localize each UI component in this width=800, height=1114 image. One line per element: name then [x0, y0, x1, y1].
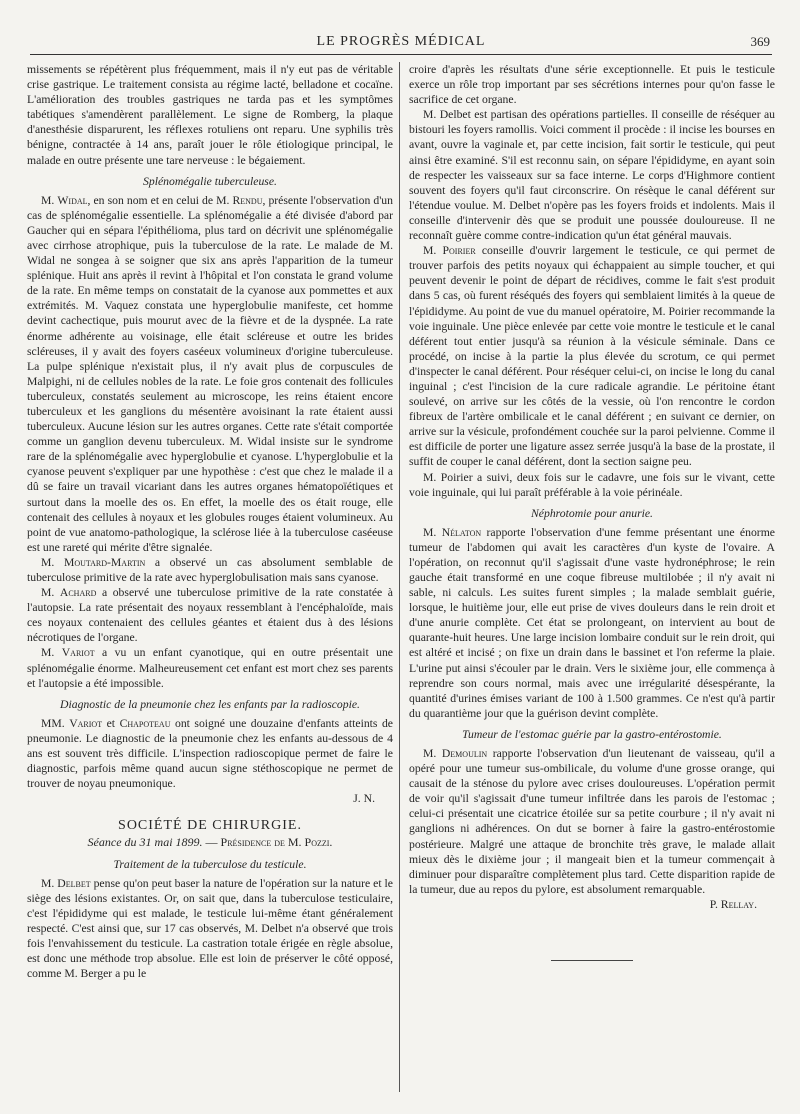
subheading: Splénomégalie tuberculeuse.: [143, 174, 277, 188]
subheading: Diagnostic de la pneumonie chez les enfants par la radioscopie.: [60, 697, 360, 711]
section-title: SOCIÉTÉ DE CHIRURGIE.: [118, 818, 302, 834]
session-line: Séance du 31 mai 1899. — Présidence de M. Pozzi.: [87, 835, 333, 850]
author-name: Variot: [61, 646, 95, 660]
paragraph: M. Poirier conseille d'ouvrir largement le testicule, ce qui permet de trouver parfois des petits noyaux qui échappaient au simple toucher, et qui peuvent devenir le point de départ de récidives, comme le fait s'est produit dans 5 cas, où furent réséqués des foyers qui semblaient limités à la queue de l'épididyme. Au point de vue du manuel opératoire, M. Poirier recommande la voie inguinale. Une pièce enlevée par cette voie montre le testicule et le canal déférent tout entier jusqu'à sa réunion à la vésicule séminale. Dans ce procédé, on incise à la partie la plus élevée du scrotum, ce qui permet d'inspecter le canal déférent. Pour réséquer celui-ci, on incise le long du canal inguinal ; c'est l'incision de la cure radicale agrandie. Le péritoine étant soulevé, on arrive sur les côtés de la vessie, où l'on rencontre le cordon fibreux de l'artère ombilicale et le canal déférent ; en suivant ce dernier, on arrive sur la vésicule, profondément couchée sur la paroi pelvienne. Comme il est difficile de porter une ligature assez serrée jusqu'à la base de la prostate, il suffit de couper le canal déférent, dont la section saigne peu.: [409, 244, 775, 469]
author-name: Moutard-Martin: [63, 555, 146, 569]
author-name: Rendu: [232, 193, 263, 207]
paragraph: M. Moutard-Martin a observé un cas absolument semblable de tuberculose primitive de la rate avec hyperglobulisation mais sans cyanose.: [27, 555, 393, 584]
left-column: [27, 62, 393, 1102]
author-name: Widal: [57, 193, 88, 207]
subheading: Néphrotomie pour anurie.: [531, 506, 653, 520]
end-rule: [551, 960, 633, 961]
right-column: [409, 62, 775, 1102]
author-name: Delbet: [57, 876, 91, 890]
author-name: Variot: [69, 716, 103, 730]
header-rule: [30, 54, 772, 55]
paragraph: M. Delbet pense qu'on peut baser la nature de l'opération sur la nature et le siège des lésions existantes. Or, on sait que, dans la tuberculose testiculaire, c'est l'épididyme qui est malade, le testicule lui-même étant généralement respecté. C'est ainsi que, sur 17 cas observés, M. Delbet n'a observé que trois fois l'envahissement du testicule. La castration totale érigée en règle absolue, est donc une méthode trop absolue. Elle est loin de préserver le côté opposé, comme M. Berger a pu le: [27, 876, 393, 981]
paragraph: M. Achard a observé une tuberculose primitive de la rate constatée à l'autopsie. La rate présentait des noyaux ressemblant à l'encéphaloïde, mais ces noyaux contenaient des cellules géantes et étaient dus à des lésions nécrotiques de l'organe.: [27, 586, 393, 645]
subheading: Traitement de la tuberculose du testicule.: [113, 857, 307, 871]
author-name: Chapoteau: [119, 716, 171, 730]
author-name: Nélaton: [441, 525, 482, 539]
paragraph: M. Demoulin rapporte l'observation d'un lieutenant de vaisseau, qu'il a opéré pour une tumeur sus-ombilicale, du volume d'une grosse orange, qui causait de la sténose du pylore avec crises douloureuses. L'opération permit de voir qu'il s'agissait d'une tumeur infiltrée dans les parois de l'estomac ; celui-ci présentait une cicatrice étoilée sur sa petite courbure ; il n'y avait ni ganglions ni adhérences. On dut se borner à faire la gastro-entérostomie postérieure. Malgré une attaque de bronchite très grave, le malade allait mieux dès le dixième jour ; il mangeait bien et la tumeur commençait à diminuer pour disparaître complètement plus tard. Cette disparition rapide de la tumeur, due au repos du pylore, est absolument remarquable.: [409, 746, 775, 896]
journal-title: LE PROGRÈS MÉDICAL: [316, 34, 486, 49]
paragraph: M. Delbet est partisan des opérations partielles. Il conseille de réséquer au bistouri les foyers ramollis. Voici comment il procède : il incise les bourses en avant, ouvre la vaginale et, par cette incision, fait sortir le testicule, qui peut ainsi être examiné. S'il est reconnu sain, on sépare l'épididyme, en ayant soin de respecter les vaisseaux sur sa face interne. Le corps d'Highmore contient souvent des foyers qu'il faut circonscrire. On résèque le canal déférent sur l'étendue voulue. M. Delbet n'opère pas les foyers froids et indolents. Mais il conseille d'intervenir dès que se produit une poussée douloureuse. Il ne reconnaît guère comme contre-indication qu'un état général mauvais.: [409, 108, 775, 243]
column-divider: [399, 62, 400, 1092]
paragraph: missements se répétèrent plus fréquemment, mais il n'y eut pas de véritable crise gastrique. Le traitement consista au régime lacté, belladone et cocaïne. L'amélioration des troubles gastriques ne tarda pas et les symptômes tabétiques s'amendèrent parallèlement. Le signe de Romberg, la plaque d'anesthésie disparurent, les réflexes rotuliens ont reparu. Une syphilis très bénigne, contractée à 14 ans, paraît jouer le rôle étiologique principal, le malade en outre présente une tare nerveuse : le bégaiement.: [27, 63, 393, 167]
paragraph: M. Poirier a suivi, deux fois sur le cadavre, une fois sur le vivant, cette voie inguinale, qui lui paraît préférable à la voie périnéale.: [409, 470, 775, 499]
paragraph: M. Variot a vu un enfant cyanotique, qui en outre présentait une splénomégalie énorme. Malheureusement cet enfant est mort chez ses parents et l'autopsie a été impossible.: [27, 646, 393, 690]
paragraph: M. Widal, en son nom et en celui de M. Rendu, présente l'observation d'un cas de splénomégalie essentielle. La splénomégalie a été divisée d'abord par Gaucher qui en sépara l'épithélioma, plus tard on décrivit une splénomégalie avec cirrhose atrophique, puis la tuberculose de la rate. Le malade de M. Widal ne songea à se soigner que six ans après l'apparition de la tumeur splénique. Huit ans après il revint à l'hôpital et l'on constata le grand volume de la rate. En même temps on constatait de la cyanose aux pommettes et aux extrémités. M. Vaquez constata une hyperglobulie manifeste, cet homme devint cachectique, puis mourut avec de la fièvre et de la dyspnée. La rate énorme adhérente au voisinage, elle était scléreuse et outre les brides scléreuses, il y avait des foyers caséeux volumineux d'origine tuberculeuse. La pulpe splénique n'existait plus, il n'y avait plus de corpuscules de Malpighi, ni de cellules nobles de la rate. Le foie gros contenait des follicules tuberculeux, constatés seulement au microscope, les reins étaient encore tuberculeux et les ganglions du mésentère avoisinant la rate étaient aussi tuberculeux. Aucune lésion sur les autres organes. Cette rate s'était comportée comme un ganglion devenu tuberculeux. M. Widal insiste sur le syndrome rare de la splénomégalie avec hyperglobulie et cyanose. L'hyperglobulie et la cyanose peuvent s'expliquer par une hypothèse : c'est que chez le malade il a dû se faire un travail vicariant dans les autres organes hématopoïétiques et surtout dans la moelle des os. En effet, la moelle des os était rouge, elle contenait des cellules à noyaux et les globules rouges étaient volumineux. Au point de vue anatomo-pathologique, la sclérose liée à la tuberculose caséeuse est une rareté qui mérite d'être signalée.: [27, 193, 393, 554]
signature: J. N.: [353, 792, 375, 806]
author-name: Poirier: [442, 244, 476, 258]
author-name: Achard: [59, 586, 97, 600]
paragraph: M. Nélaton rapporte l'observation d'une femme présentant une énorme tumeur de l'abdomen qui avait les caractères d'un kyste de l'ovaire. A l'opération, on reconnut qu'il s'agissait d'une vaste hydronéphrose; le rein gauche était transformé en une coque fibreuse multilobée ; il n'y avait ni sable, ni calculs. Les suites furent simples ; la malade semblait guérie, lorsque, le huitième jour, elle eut prise de vives douleurs dans le rein droit et d'une anurie complète. Cet état se prolongeant, on intervient au bout de quarante-huit heures. Une large incision lombaire conduit sur le rein droit, qui est altéré et incisé ; on fixe un drain dans le bassinet et l'on referme la plaie. L'urine put ainsi s'écouler par le drain. Vers le sixième jour, elle commença à reprendre son cours normal, mais avec une irrégularité désespérante, la quantité d'urines émises variant de 100 à 1.500 grammes. Ce n'est qu'à partir du quarantième jour que la guérison devint complète.: [409, 525, 775, 720]
signature: P. Rellay.: [709, 897, 757, 911]
author-name: Demoulin: [441, 746, 488, 760]
paragraph: MM. Variot et Chapoteau ont soigné une douzaine d'enfants atteints de pneumonie. Le diagnostic de la pneumonie chez les enfants au-dessous de 4 ans est souvent très difficile. L'inspection radioscopique permet de faire le diagnostic, parfois même quand aucun signe stéthoscopique ne permet de trouver de noyau pneumonique.: [27, 716, 393, 791]
paragraph: croire d'après les résultats d'une série exceptionnelle. Et puis le testicule exerce un rôle trop important par ses sécrétions internes pour qu'on fasse le sacrifice de cet organe.: [409, 63, 775, 107]
subheading: Tumeur de l'estomac guérie par la gastro-entérostomie.: [462, 727, 722, 741]
page-number: 369: [750, 34, 770, 49]
running-header: [30, 30, 772, 56]
